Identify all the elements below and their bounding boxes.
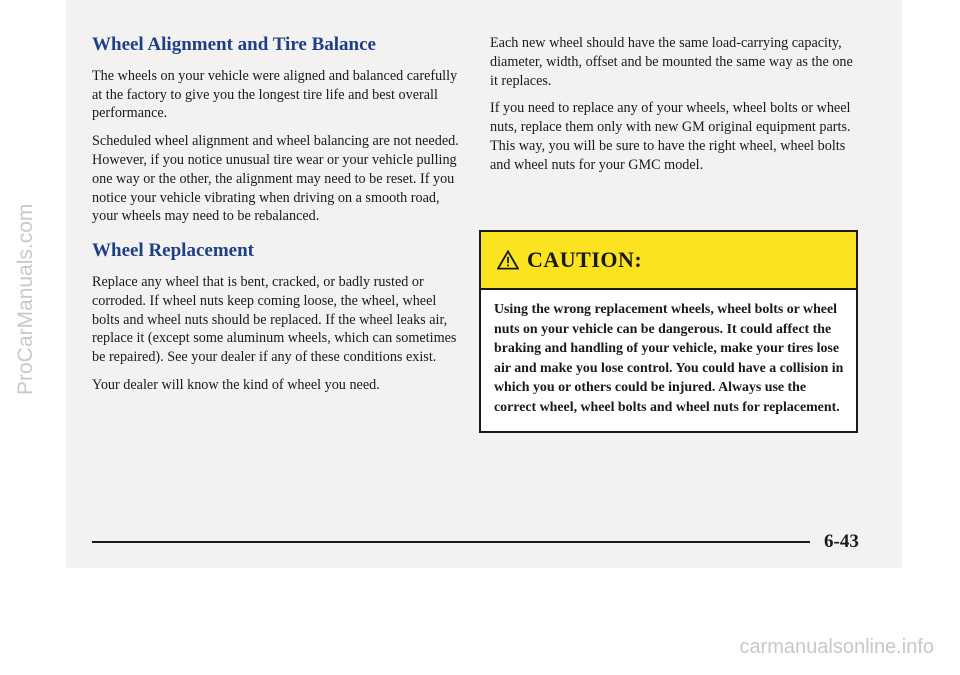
left-column bbox=[92, 34, 462, 404]
right-column bbox=[490, 34, 862, 184]
heading-wheel-replacement: Wheel Replacement bbox=[92, 240, 254, 262]
paragraph: The wheels on your vehicle were aligned and balanced carefully at the factory to give you the longest tire life and best overall performance. bbox=[92, 67, 458, 122]
paragraph: Your dealer will know the kind of wheel you need. bbox=[92, 376, 380, 393]
page-number: 6-43 bbox=[824, 531, 859, 552]
paragraph: Replace any wheel that is bent, cracked, or badly rusted or corroded. If wheel nuts keep coming loose, the wheel, wheel bolts and wheel nuts should be replaced. If the wheel leaks air, replace it (except some aluminum wheels, which can sometimes be repaired). See your dealer if any of these conditions exist. bbox=[92, 273, 457, 366]
paragraph: Each new wheel should have the same load-carrying capacity, diameter, width, offset and be mounted the same way as the one it replaces. bbox=[490, 35, 853, 89]
paragraph: Scheduled wheel alignment and wheel balancing are not needed. However, if you notice unusual tire wear or your vehicle pulling one way or the other, the alignment may need to be reset. If you notice your vehicle vibrating when driving on a smooth road, your wheels may need to be rebalanced. bbox=[92, 133, 459, 225]
caution-box bbox=[479, 230, 858, 433]
bottom-watermark: carmanualsonline.info bbox=[739, 636, 934, 658]
side-watermark: ProCarManuals.com bbox=[14, 203, 37, 395]
heading-wheel-alignment: Wheel Alignment and Tire Balance bbox=[92, 34, 376, 55]
caution-title: CAUTION: bbox=[527, 247, 643, 272]
footer-rule bbox=[92, 541, 810, 543]
paragraph: If you need to replace any of your wheels, wheel bolts or wheel nuts, replace them only with new GM original equipment parts. This way, you will be sure to have the right wheel, wheel bolts and wheel nuts for your GMC model. bbox=[490, 100, 851, 173]
warning-triangle-icon bbox=[497, 250, 519, 270]
caution-header bbox=[481, 232, 856, 290]
caution-text: Using the wrong replacement wheels, wheel bolts or wheel nuts on your vehicle can be dangerous. It could affect the braking and handling of your vehicle, make your tires lose air and make you lose control. You could have a collision in which you or others could be injured. Always use the correct wheel, wheel bolts and wheel nuts for replacement. bbox=[494, 302, 844, 415]
